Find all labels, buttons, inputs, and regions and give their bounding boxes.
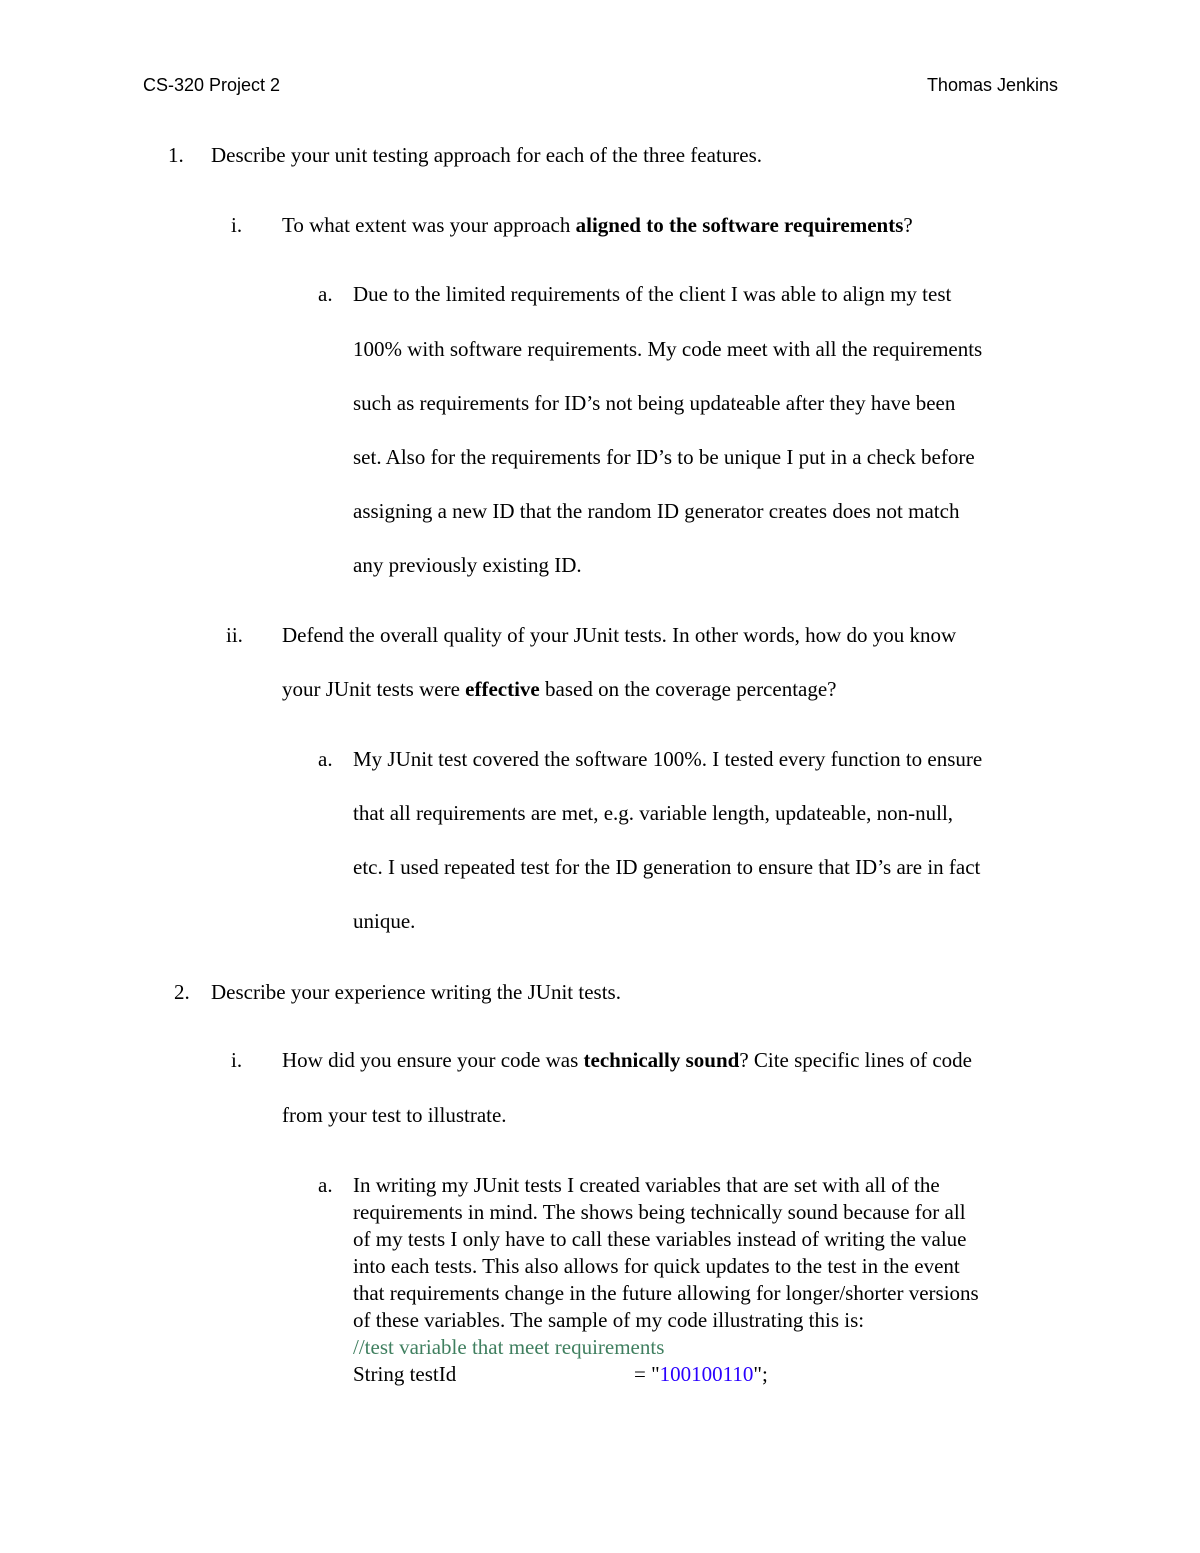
question-2-text: Describe your experience writing the JUnit tests.: [211, 980, 621, 1004]
question-2-sub-i-line-1: How did you ensure your code was technically sound? Cite specific lines of code: [282, 1048, 972, 1072]
question-1-marker: 1.: [168, 143, 184, 167]
code-comment: //test variable that meet requirements: [353, 1335, 665, 1359]
answer-line: into each tests. This also allows for quick updates to the test in the event: [353, 1254, 960, 1278]
question-2-sub-i-marker: i.: [231, 1048, 243, 1072]
emphasis-aligned: aligned to the software requirements: [575, 213, 904, 237]
answer-line: that requirements change in the future allowing for longer/shorter versions: [353, 1281, 979, 1305]
answer-1-i-marker: a.: [318, 282, 333, 306]
question-1-sub-ii-line-2: your JUnit tests were effective based on the coverage percentage?: [282, 677, 837, 701]
emphasis-effective: effective: [465, 677, 540, 701]
answer-line: of these variables. The sample of my code illustrating this is:: [353, 1308, 865, 1332]
answer-line: assigning a new ID that the random ID generator creates does not match: [353, 499, 960, 523]
answer-line: My JUnit test covered the software 100%. I tested every function to ensure: [353, 747, 983, 771]
answer-line: set. Also for the requirements for ID’s to be unique I put in a check before: [353, 445, 975, 469]
question-2-sub-i-line-2: from your test to illustrate.: [282, 1103, 507, 1127]
answer-line: of my tests I only have to call these variables instead of writing the value: [353, 1227, 967, 1251]
question-1-sub-ii-marker: ii.: [226, 623, 243, 647]
code-string-value: 100100110: [659, 1362, 754, 1386]
answer-line: Due to the limited requirements of the client I was able to align my test: [353, 282, 952, 306]
answer-line: that all requirements are met, e.g. variable length, updateable, non-null,: [353, 801, 954, 825]
answer-2-i-marker: a.: [318, 1173, 333, 1197]
header-author-name: Thomas Jenkins: [926, 75, 1058, 95]
answer-line: etc. I used repeated test for the ID generation to ensure that ID’s are in fact: [353, 855, 981, 879]
answer-1-ii-marker: a.: [318, 747, 333, 771]
question-1-text: Describe your unit testing approach for each of the three features.: [211, 143, 763, 167]
question-1-sub-i-text: To what extent was your approach aligned to the software requirements?: [282, 213, 913, 237]
answer-line: requirements in mind. The shows being technically sound because for all: [353, 1200, 966, 1224]
question-1-sub-i-marker: i.: [231, 213, 243, 237]
header-course-title: CS-320 Project 2: [143, 75, 281, 95]
answer-line: such as requirements for ID’s not being updateable after they have been: [353, 391, 956, 415]
code-declaration: String testId: [353, 1362, 457, 1386]
answer-line: unique.: [353, 909, 416, 933]
question-2-marker: 2.: [174, 980, 190, 1004]
answer-line: 100% with software requirements. My code meet with all the requirements: [353, 337, 983, 361]
emphasis-technically-sound: technically sound: [583, 1048, 740, 1072]
code-assignment: = "100100110";: [634, 1362, 768, 1386]
question-1-sub-ii-line-1: Defend the overall quality of your JUnit tests. In other words, how do you know: [282, 623, 957, 647]
answer-line: In writing my JUnit tests I created variables that are set with all of the: [353, 1173, 940, 1197]
answer-line: any previously existing ID.: [353, 553, 582, 577]
